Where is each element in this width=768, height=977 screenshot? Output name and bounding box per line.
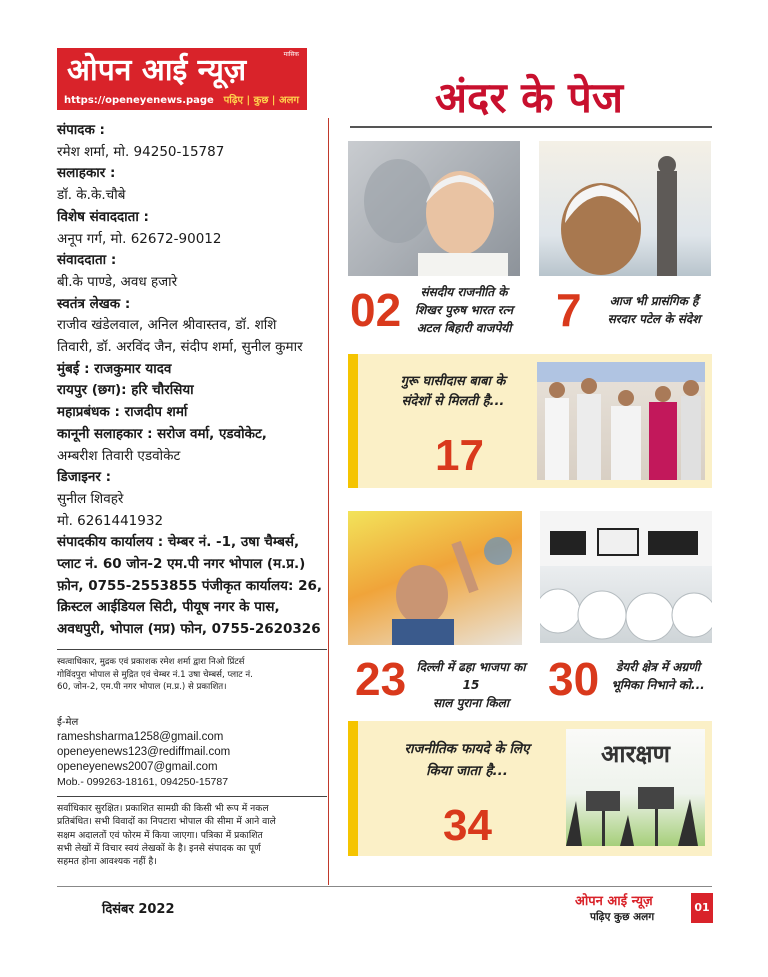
accent-bar [348, 721, 358, 856]
portrait-illustration [348, 141, 520, 276]
credit-line: अनूप गर्ग, मो. 62672-90012 [57, 230, 222, 247]
caption-line: सरदार पटेल के संदेश [607, 312, 701, 326]
masthead-logo [57, 48, 307, 110]
aarakshan-text: आरक्षण [601, 740, 670, 768]
vajpayee-photo[interactable] [348, 141, 520, 276]
aarakshan-photo[interactable] [566, 729, 705, 846]
page-number[interactable]: 7 [556, 284, 582, 336]
credit-line: संवाददाता : [57, 252, 117, 269]
email-block [57, 730, 327, 790]
masthead-tiny: मासिक [283, 51, 299, 58]
masthead-title: ओपन आई न्यूज़ [67, 53, 247, 88]
article-caption[interactable] [604, 658, 712, 694]
disclaimer-line: सभी लेखों में विचार स्वयं लेखकों के है। इनसे संपादक का पूर्ण [57, 842, 261, 854]
credit-line: मो. 6261441932 [57, 512, 164, 529]
caption-line: राजनीतिक फायदे के लिए [404, 741, 530, 757]
caption-line: संदेशों से मिलती है... [401, 394, 505, 409]
ceremony-illustration [537, 362, 705, 480]
delhi-photo[interactable] [348, 511, 522, 645]
masthead-tagline: पढ़िए | कुछ | अलग [223, 95, 299, 106]
disclaimer-line: प्रतिबंधित। सभी विवादों का निपटारा भोपाल की सीमा में आने वाले [57, 816, 276, 828]
footer-tagline: पढ़िए कुछ अलग [590, 911, 655, 923]
disclaimer-line: सक्षम अदालतों एवं फोरम में किया जाएगा। पत्रिका में प्रकाशित [57, 829, 263, 841]
credit-line: डॉ. के.के.चौबे [57, 187, 126, 204]
credits-list [57, 120, 327, 641]
heading-rule [350, 126, 712, 128]
article-caption[interactable] [382, 738, 552, 782]
raised-hands-illustration [566, 729, 705, 846]
email-address[interactable]: openeyenews2007@gmail.com [57, 761, 218, 773]
credit-line: तिवारी, डॉ. अरविंद जैन, संदीप शर्मा, सुनील कुमार [57, 339, 303, 356]
credit-line: संपादकीय कार्यालय : चेम्बर नं. -1, उषा चैम्बर्स, [57, 534, 300, 551]
credit-line: संपादक : [57, 122, 105, 138]
credit-line: स्वतंत्र लेखक : [57, 295, 131, 312]
issue-date: दिसंबर 2022 [102, 902, 175, 917]
footer-brand: ओपन आई न्यूज़ [575, 894, 653, 909]
ownership-line: गोविंदपुरा भोपाल से मुद्रित एवं चेम्बर नं.1 उषा चेम्बर्स, प्लाट नं. [57, 669, 253, 680]
caption-line: संसदीय राजनीति के [420, 285, 508, 299]
article-caption[interactable] [378, 372, 528, 412]
credit-line: रायपुर (छग): हरि चौरसिया [57, 382, 194, 399]
rally-illustration [348, 511, 522, 645]
credit-line: अवधपुरी, भोपाल (मप्र) फोन, 0755-2620326 [57, 621, 321, 638]
patel-photo[interactable] [539, 141, 711, 276]
caption-line: शिखर पुरुष भारत रत्न [415, 303, 513, 317]
article-caption[interactable] [598, 292, 710, 328]
credit-line: क्रिस्टल आईडियल सिटी, पीयूष नगर के पास, [57, 599, 280, 616]
page-number[interactable]: 17 [435, 431, 484, 480]
footer-rule [57, 886, 712, 887]
credit-line: सुनील शिवहरे [57, 490, 124, 507]
credit-line: कानूनी सलाहकार : सरोज वर्मा, एडवोकेट, [57, 425, 267, 442]
disclaimer-block [57, 802, 327, 868]
caption-line: आज भी प्रासंगिक हैं [609, 294, 699, 308]
divider [57, 649, 327, 650]
disclaimer-line: सहमत होना आवश्यक नहीं है। [57, 856, 157, 868]
caption-line: गुरू घासीदास बाबा के [400, 374, 506, 389]
credit-line: डिजाइनर : [57, 469, 111, 486]
credit-line: बी.के पाण्डे, अवध हजारे [57, 273, 178, 290]
ownership-line: स्वत्वाधिकार, मुद्रक एवं प्रकाशक रमेश शर्मा द्वारा निओ प्रिंटर्स [57, 657, 245, 667]
cows-illustration [540, 511, 712, 643]
dairy-photo[interactable] [540, 511, 712, 643]
email-address[interactable]: openeyenews123@rediffmail.com [57, 746, 231, 758]
mobile-numbers: Mob.- 099263-18161, 094250-15787 [57, 776, 229, 788]
folio-page-number: 01 [691, 893, 713, 923]
page-number[interactable]: 23 [355, 653, 407, 705]
ownership-block [57, 656, 327, 694]
credit-line: रमेश शर्मा, मो. 94250-15787 [57, 143, 225, 160]
email-address[interactable]: rameshsharma1258@gmail.com [57, 731, 224, 743]
caption-line: दिल्ली में ढहा भाजपा का 15 [416, 660, 526, 692]
ceremony-photo[interactable] [537, 362, 705, 480]
column-divider [328, 118, 329, 885]
caption-line: अटल बिहारी वाजपेयी [416, 321, 512, 335]
credit-line: फ़ोन, 0755-2553855 पंजीकृत कार्यालय: 26, [57, 577, 322, 594]
credit-line: सलाहकार : [57, 165, 116, 182]
page-number[interactable]: 34 [443, 801, 492, 850]
masthead-url: https://openeyenews.page [64, 95, 214, 106]
article-caption[interactable] [408, 283, 520, 337]
page-number[interactable]: 02 [350, 284, 402, 336]
caption-line: भूमिका निभाने को... [611, 678, 705, 692]
contents-heading: अंदर के पेज [434, 73, 624, 122]
credit-line: महाप्रबंधक : राजदीप शर्मा [57, 404, 188, 421]
caption-line: साल पुराना किला [433, 696, 509, 710]
credit-line: मुंबई : राजकुमार यादव [57, 360, 172, 377]
divider [57, 796, 327, 797]
page-number[interactable]: 30 [548, 653, 600, 705]
ownership-line: 60, जोन-2, एम.पी नगर भोपाल (म.प्र.) से प्रकाशित। [57, 682, 227, 692]
disclaimer-line: सर्वाधिकार सुरक्षित। प्रकाशित सामग्री की किसी भी रूप में नकल [57, 803, 269, 814]
caption-line: किया जाता है... [426, 763, 508, 779]
credit-line: अम्बरीश तिवारी एडवोकेट [57, 447, 181, 464]
email-label: ई-मेल [57, 717, 79, 728]
accent-bar [348, 354, 358, 488]
caption-line: डेयरी क्षेत्र में अग्रणी [615, 660, 701, 674]
article-caption[interactable] [410, 658, 532, 712]
statue-illustration [539, 141, 711, 276]
credit-line: प्लाट नं. 60 जोन-2 एम.पी नगर भोपाल (म.प्र.) [57, 556, 306, 573]
credit-line: राजीव खंडेलवाल, अनिल श्रीवास्तव, डॉ. शशि [57, 317, 277, 334]
credit-line: विशेष संवाददाता : [57, 208, 149, 225]
